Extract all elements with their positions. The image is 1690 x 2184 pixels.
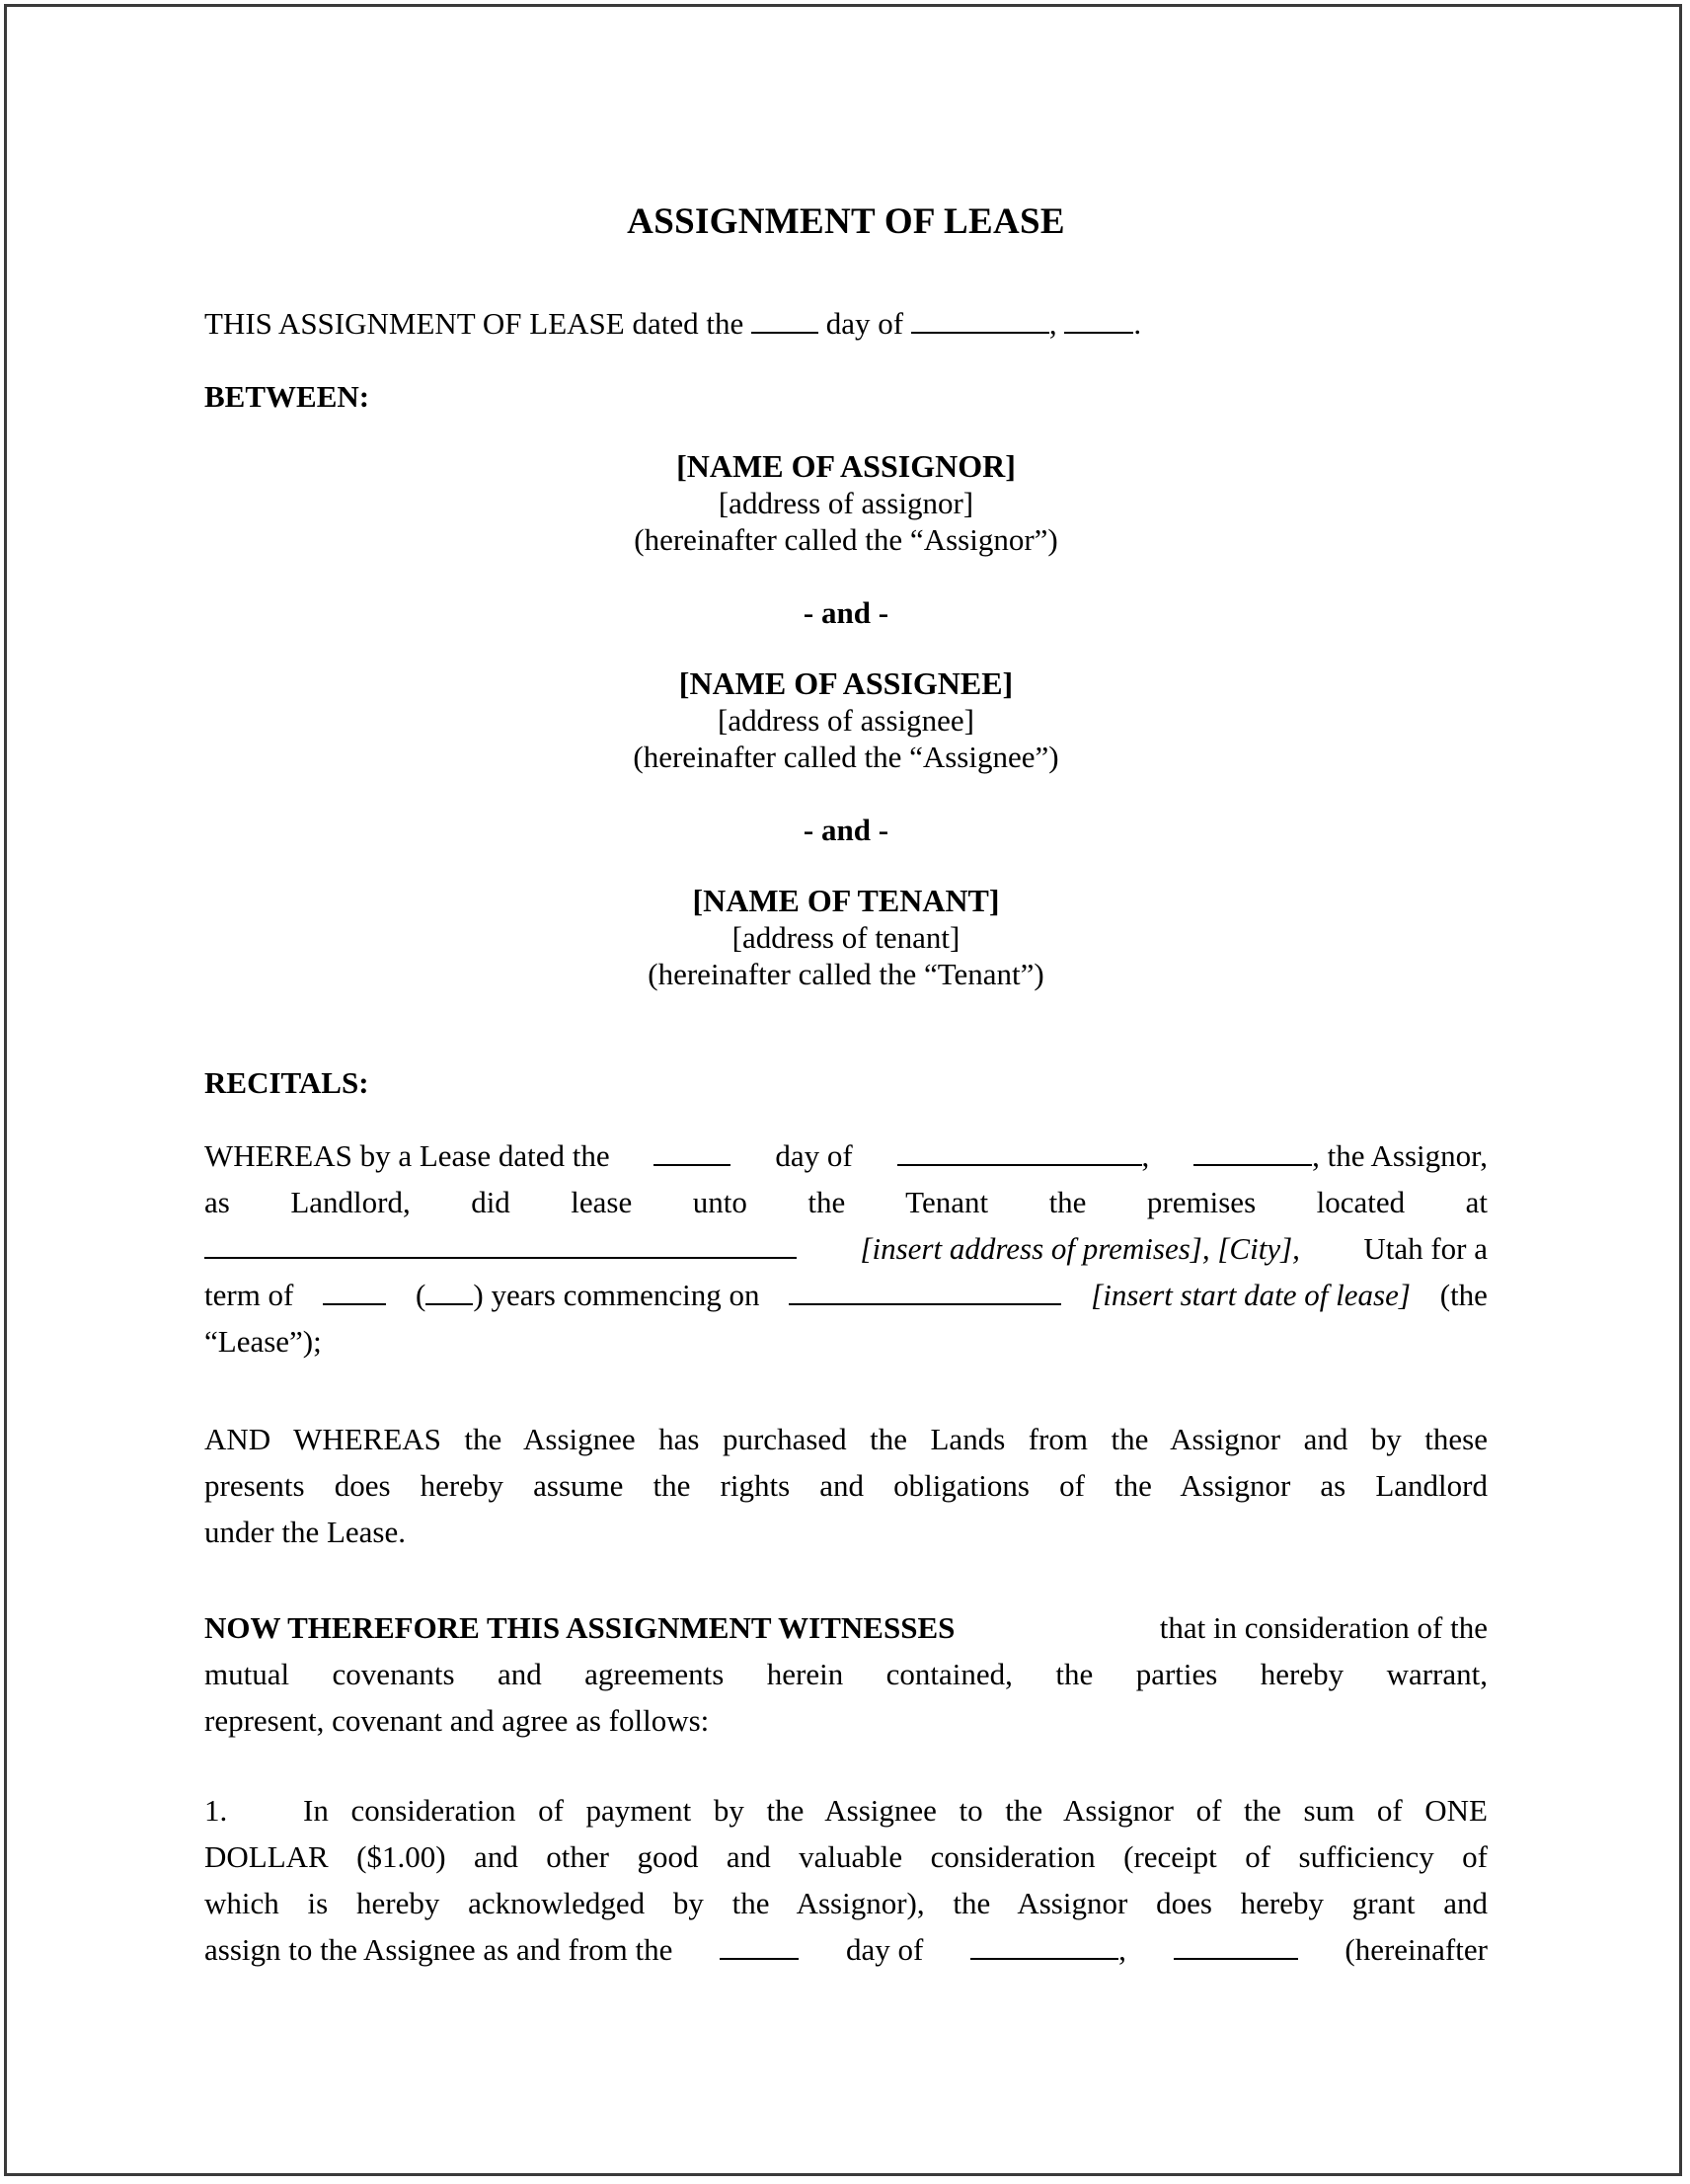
recitals-heading: RECITALS: xyxy=(204,1065,369,1100)
now-line-2: mutual covenants and agreements herein contained, the parties hereby warrant, xyxy=(204,1657,1488,1691)
assignee-address: [address of assignee] xyxy=(718,703,974,738)
tenant-address: [address of tenant] xyxy=(731,920,960,955)
assignor-called: (hereinafter called the “Assignor”) xyxy=(634,522,1058,557)
whereas2-line-1: AND WHEREAS the Assignee has purchased the Lands from the Assignor and by these xyxy=(204,1422,1488,1456)
intro-line xyxy=(204,300,1141,347)
assignee-name: [NAME OF ASSIGNEE] xyxy=(678,665,1014,701)
blank-year[interactable] xyxy=(1064,306,1133,334)
whereas1-text-d: , the Assignor, xyxy=(1312,1138,1488,1173)
clause1-line-1 xyxy=(204,1787,1488,1833)
clause1-text-1: In consideration of payment by the Assignee to the Assignor of the sum of ONE xyxy=(303,1793,1488,1828)
whereas1-open-paren: ( xyxy=(416,1278,426,1312)
tenant-name: [NAME OF TENANT] xyxy=(692,883,1000,918)
clause1-line-4 xyxy=(204,1926,1488,1973)
intro-text-b: day of xyxy=(825,306,904,341)
assignor-name: [NAME OF ASSIGNOR] xyxy=(676,448,1016,484)
whereas1-text-b: day of xyxy=(775,1138,853,1173)
whereas1-text-c: , xyxy=(1141,1138,1150,1173)
blank-start-date[interactable] xyxy=(789,1278,1061,1305)
blank-lease-year[interactable] xyxy=(1193,1138,1312,1166)
clause1-text-4d: (hereinafter xyxy=(1344,1932,1488,1967)
whereas1-text-term: term of xyxy=(204,1278,294,1312)
intro-text-d: . xyxy=(1133,306,1142,341)
blank-assign-year[interactable] xyxy=(1174,1932,1298,1960)
clause1-text-4a: assign to the Assignee as and from the xyxy=(204,1932,673,1967)
assignee-called: (hereinafter called the “Assignee”) xyxy=(633,740,1059,774)
clause-1 xyxy=(204,1787,1488,1973)
whereas1-line-3 xyxy=(204,1225,1488,1272)
and-separator-2: - and - xyxy=(803,813,889,847)
clause1-line-3: which is hereby acknowledged by the Assignor), the Assignor does hereby grant and xyxy=(204,1886,1488,1920)
whereas1-start-placeholder: [insert start date of lease] xyxy=(1091,1278,1411,1312)
whereas-paragraph-2 xyxy=(204,1416,1488,1555)
whereas1-text-a: WHEREAS by a Lease dated the xyxy=(204,1138,610,1173)
blank-premises-address[interactable] xyxy=(204,1231,797,1259)
whereas-paragraph-1 xyxy=(204,1132,1488,1365)
whereas1-line-1 xyxy=(204,1132,1488,1179)
now-text-1: that in consideration of the xyxy=(1159,1610,1488,1645)
blank-term-number[interactable] xyxy=(425,1278,473,1305)
clause1-line-2: DOLLAR ($1.00) and other good and valuable consideration (receipt of sufficiency of xyxy=(204,1839,1488,1874)
whereas1-line-4 xyxy=(204,1272,1488,1318)
clause1-text-4c: , xyxy=(1118,1932,1126,1967)
blank-day[interactable] xyxy=(751,306,818,334)
intro-text-a: THIS ASSIGNMENT OF LEASE dated the xyxy=(204,306,744,341)
whereas1-text-years: ) years commencing on xyxy=(473,1278,760,1312)
whereas1-text-the: (the xyxy=(1439,1278,1488,1312)
whereas1-text-utah: Utah for a xyxy=(1363,1231,1488,1266)
blank-month[interactable] xyxy=(911,306,1049,334)
now-line-3: represent, covenant and agree as follows: xyxy=(204,1703,710,1738)
intro-text-c: , xyxy=(1048,306,1057,341)
blank-assign-day[interactable] xyxy=(720,1932,799,1960)
now-therefore-paragraph xyxy=(204,1604,1488,1744)
clause1-number: 1. xyxy=(204,1793,228,1828)
tenant-called: (hereinafter called the “Tenant”) xyxy=(648,957,1044,991)
now-bold-text: NOW THEREFORE THIS ASSIGNMENT WITNESSES xyxy=(204,1610,956,1645)
blank-lease-day[interactable] xyxy=(653,1138,730,1166)
whereas1-line-5: “Lease”); xyxy=(204,1324,322,1359)
blank-term-words[interactable] xyxy=(323,1278,386,1305)
whereas1-line-2: as Landlord, did lease unto the Tenant the premises located at xyxy=(204,1185,1488,1219)
blank-lease-month[interactable] xyxy=(897,1138,1142,1166)
document-title: ASSIGNMENT OF LEASE xyxy=(627,201,1065,242)
whereas2-line-3: under the Lease. xyxy=(204,1515,406,1549)
assignee-block xyxy=(204,665,1488,775)
and-separator-1: - and - xyxy=(803,595,889,630)
whereas1-premises-placeholder: [insert address of premises], [City], xyxy=(860,1231,1300,1266)
assignor-address: [address of assignor] xyxy=(718,486,974,520)
clause1-text-4b: day of xyxy=(845,1932,924,1967)
now-line-1 xyxy=(204,1604,1488,1651)
assignor-block xyxy=(204,448,1488,558)
blank-assign-month[interactable] xyxy=(970,1932,1118,1960)
tenant-block xyxy=(204,883,1488,992)
between-heading: BETWEEN: xyxy=(204,379,370,414)
whereas2-line-2: presents does hereby assume the rights and obligations of the Assignor as Landlord xyxy=(204,1468,1488,1503)
